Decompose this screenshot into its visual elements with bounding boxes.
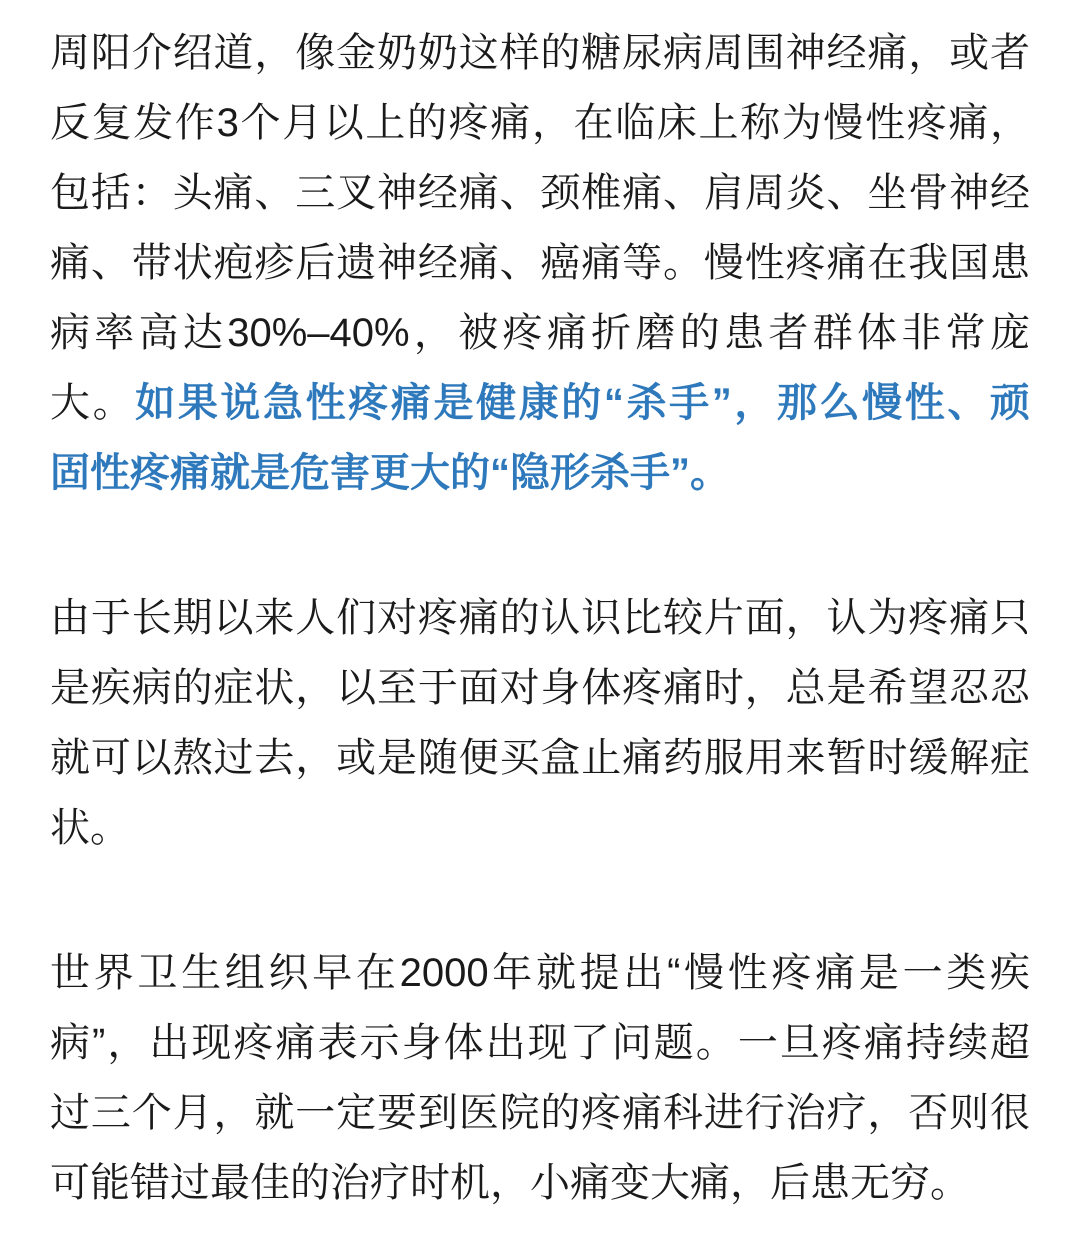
text-line bbox=[50, 1008, 1030, 1078]
text-line bbox=[50, 583, 1030, 653]
text-line bbox=[50, 158, 1030, 228]
body-text: 就可以熬过去，或是随便买盒止痛药服用来暂时缓解症 bbox=[50, 736, 1030, 780]
text-line bbox=[50, 438, 1030, 508]
text-line bbox=[50, 298, 1030, 368]
text-line bbox=[50, 938, 1030, 1008]
highlighted-text: 如果说急性疼痛是健康的“杀手”，那么慢性、顽 bbox=[135, 381, 1030, 425]
text-line bbox=[50, 723, 1030, 793]
body-text: 是疾病的症状，以至于面对身体疼痛时，总是希望忍忍 bbox=[50, 666, 1030, 710]
text-line bbox=[50, 1078, 1030, 1148]
text-line bbox=[50, 793, 1030, 863]
text-line bbox=[50, 1148, 1030, 1218]
body-text: 大。 bbox=[50, 381, 136, 425]
text-line bbox=[50, 368, 1030, 438]
body-text: 痛、带状疱疹后遗神经痛、癌痛等。慢性疼痛在我国患 bbox=[50, 241, 1030, 285]
body-text: 过三个月，就一定要到医院的疼痛科进行治疗，否则很 bbox=[50, 1091, 1030, 1135]
text-line bbox=[50, 88, 1030, 158]
text-line bbox=[50, 228, 1030, 298]
body-text: 由于长期以来人们对疼痛的认识比较片面，认为疼痛只 bbox=[50, 596, 1030, 640]
body-text: 病率高达30%–40%，被疼痛折磨的患者群体非常庞 bbox=[50, 311, 1030, 355]
body-text: 反复发作3个月以上的疼痛，在临床上称为慢性疼痛， bbox=[50, 101, 1030, 145]
body-text: 周阳介绍道，像金奶奶这样的糖尿病周围神经痛，或者 bbox=[50, 31, 1030, 75]
body-text: 病”，出现疼痛表示身体出现了问题。一旦疼痛持续超 bbox=[50, 1021, 1030, 1065]
text-line bbox=[50, 653, 1030, 723]
body-text: 世界卫生组织早在2000年就提出“慢性疼痛是一类疾 bbox=[50, 951, 1030, 995]
paragraph bbox=[50, 938, 1030, 1218]
text-line bbox=[50, 18, 1030, 88]
paragraph bbox=[50, 583, 1030, 863]
paragraph bbox=[50, 18, 1030, 508]
body-text: 包括：头痛、三叉神经痛、颈椎痛、肩周炎、坐骨神经 bbox=[50, 171, 1030, 215]
highlighted-text: 固性疼痛就是危害更大的“隐形杀手”。 bbox=[50, 451, 730, 495]
body-text: 可能错过最佳的治疗时机，小痛变大痛，后患无穷。 bbox=[50, 1161, 970, 1205]
body-text: 状。 bbox=[50, 806, 130, 850]
